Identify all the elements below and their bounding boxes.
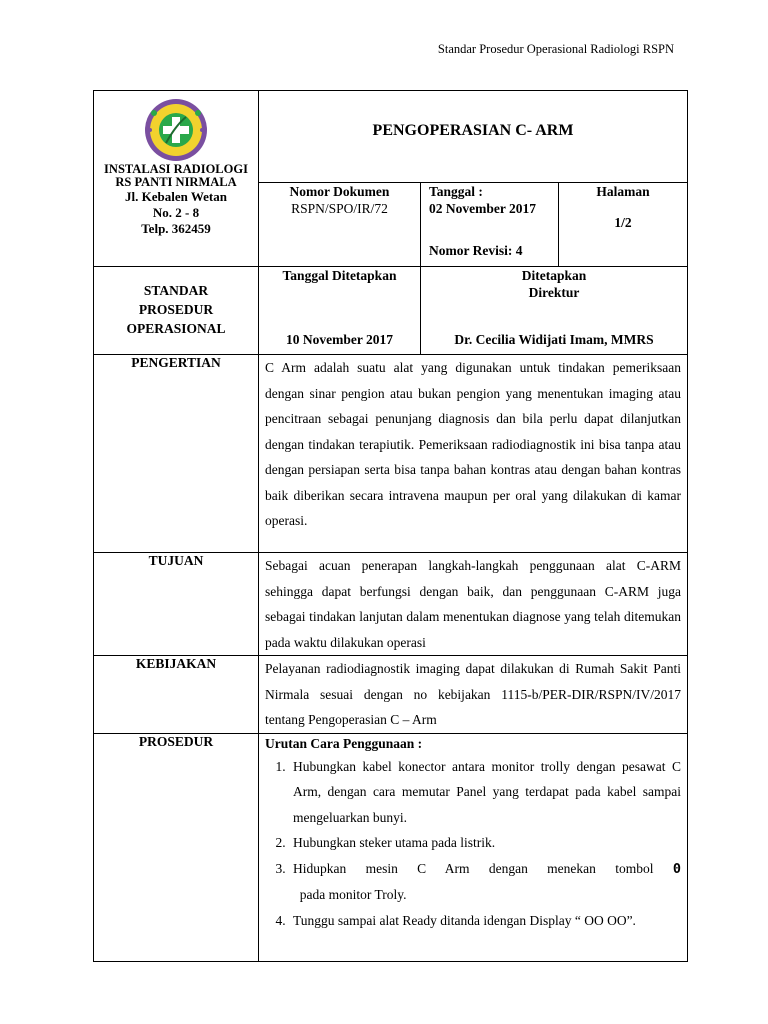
hospital-logo-icon [136,97,216,163]
institution-address-line1: Jl. Kebalen Wetan [125,189,227,204]
halaman-value: 1/2 [614,215,632,230]
tanggal-label: Tanggal : [429,184,483,199]
ditetapkan-cell [421,267,688,355]
document-title: PENGOPERASIAN C- ARM [259,91,688,183]
kebijakan-label: KEBIJAKAN [94,656,259,734]
halaman-label: Halaman [596,184,650,199]
institution-phone: Telp. 362459 [141,221,211,236]
prosedur-step-2: 2. Hubungkan steker utama pada listrik. [289,830,681,856]
direktur-label: Direktur [528,285,580,300]
prosedur-content [259,733,688,961]
tanggal-ditetapkan-cell [259,267,421,355]
tanggal-ditetapkan-label: Tanggal Ditetapkan [282,268,397,283]
prosedur-step-4: 4. Tunggu sampai alat Ready ditanda idengan Display “ OO OO”. [289,908,681,934]
tanggal-cell [421,183,559,267]
tujuan-text: Sebagai acuan penerapan langkah-langkah penggunaan alat C-ARM sehingga dapat berfungsi dengan baik, dan penggunaan C-ARM juga sebagai tindakan lanjutan dalam menentukan diagnose yang telah ditemukan pada waktu dilakukan operasi [259,553,688,656]
prosedur-label: PROSEDUR [94,733,259,961]
nomor-dokumen-value: RSPN/SPO/IR/72 [291,201,388,216]
prosedur-subtitle: Urutan Cara Penggunaan : [265,735,423,751]
kebijakan-text: Pelayanan radiodiagnostik imaging dapat dilakukan di Rumah Sakit Panti Nirmala sesuai dengan no kebijakan 1115-b/PER-DIR/RSPN/IV/2017 tentang Pengoperasian C – Arm [259,656,688,734]
spo-line2: PROSEDUR [138,302,214,317]
prosedur-steps [265,754,681,934]
institution-address-line2: No. 2 - 8 [152,205,200,220]
tanggal-ditetapkan-value: 10 November 2017 [286,332,393,347]
page-header: Standar Prosedur Operasional Radiologi RSPN [437,42,674,56]
prosedur-step-3-tail: pada monitor Troly. [293,887,407,902]
spo-line3: OPERASIONAL [126,321,226,336]
tujuan-label: TUJUAN [94,553,259,656]
institution-cell [94,91,259,267]
direktur-name: Dr. Cecilia Widijati Imam, MMRS [454,332,654,347]
prosedur-step-3 [289,856,681,908]
ditetapkan-label: Ditetapkan [521,268,587,283]
institution-name-line2: RS PANTI NIRMALA [115,175,237,189]
pengertian-label: PENGERTIAN [94,355,259,553]
prosedur-step-1: 1. Hubungkan kabel konector antara monitor trolly dengan pesawat C Arm, dengan cara memutar Panel yang terdapat pada kabel sampai mengeluarkan bunyi. [289,754,681,831]
tanggal-value: 02 November 2017 [429,201,536,216]
institution-name-line1: INSTALASI RADIOLOGI [104,162,248,176]
prosedur-step-3-text: Hidupkan mesin C Arm dengan menekan tombol [293,860,654,876]
nomor-revisi: Nomor Revisi: 4 [429,243,523,258]
spo-line1: STANDAR [143,283,209,298]
power-button-symbol: 0 [672,860,681,877]
sop-table [93,90,688,962]
nomor-dokumen-cell [259,183,421,267]
logo-wrap [94,91,258,163]
spo-label-cell [94,267,259,355]
nomor-dokumen-label: Nomor Dokumen [289,184,390,199]
pengertian-text: C Arm adalah suatu alat yang digunakan untuk tindakan pemeriksaan dengan sinar pengion atau bukan pengion yang menentukan imaging atau pencitraan sebagai penunjang diagnosis dan bila perlu dapat dilanjutkan dengan tindakan terapiutik. Pemeriksaan radiodiagnostik ini bisa tanpa atau dengan persiapan serta bisa tanpa bahan kontras atau dengan bahan kontras baik diberikan secara intravena maupun per oral yang dilakukan di kamar operasi. [259,355,688,553]
halaman-cell [559,183,688,267]
